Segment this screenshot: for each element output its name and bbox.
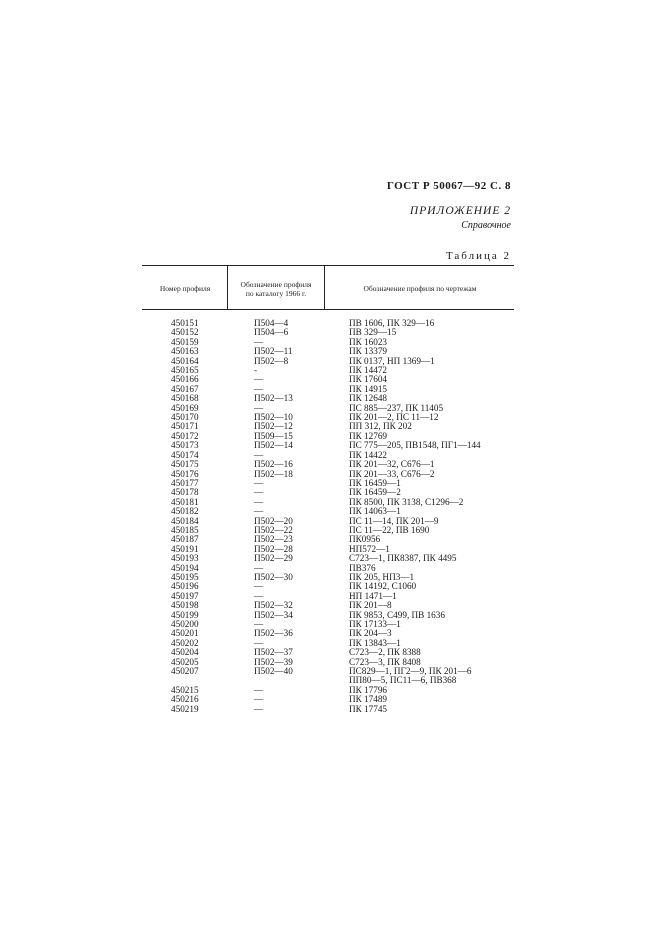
- catalog-designation: П502—8: [254, 355, 289, 366]
- table-row: [0, 545, 661, 554]
- table-row: [0, 658, 661, 667]
- column-header-drawings: Обозначение профиля по чертежам: [363, 284, 477, 293]
- drawing-designation: ПС 11—14, ПК 201—9: [349, 515, 439, 526]
- catalog-designation: —: [254, 336, 264, 347]
- drawing-designation: ПС 775—205, ПВ1548, ПГ1—144: [349, 440, 481, 451]
- catalog-designation: П502—12: [254, 421, 293, 432]
- profile-number: 450168: [171, 393, 199, 404]
- table-row: [0, 432, 661, 441]
- drawing-designation: ПВ376: [349, 562, 376, 573]
- catalog-designation: П502—28: [254, 543, 293, 554]
- profile-number: 450202: [171, 637, 199, 648]
- drawing-designation: ПК 201—2, ПС 11—12: [349, 412, 439, 423]
- drawing-designation: ПС 885—237, ПК 11405: [349, 402, 444, 413]
- profile-number: 450159: [171, 336, 199, 347]
- profile-number: 450194: [171, 562, 199, 573]
- table-row: [0, 507, 661, 516]
- drawing-designation: ПК 16459—1: [349, 477, 401, 488]
- profile-number: 450184: [171, 515, 199, 526]
- profile-number: 450191: [171, 543, 199, 554]
- drawing-designation: ПС 11—22, ПВ 1690: [349, 524, 430, 535]
- table-row: [0, 488, 661, 497]
- drawing-designation: ПВ 1606, ПК 329—16: [349, 318, 435, 328]
- profile-number: 450166: [171, 374, 199, 385]
- table-row: [0, 648, 661, 657]
- catalog-designation: —: [254, 684, 264, 695]
- catalog-designation: П502—10: [254, 412, 293, 423]
- catalog-designation: П502—16: [254, 459, 293, 470]
- table-row: [0, 338, 661, 347]
- drawing-designation: ПС829—1, ПГ2—9, ПК 201—6: [349, 666, 472, 677]
- column-header-catalog-line2: по каталогу 1966 г.: [245, 289, 307, 298]
- drawing-designation: ПВ 329—15: [349, 327, 397, 338]
- column-header-catalog-line1: Обозначение профиля: [240, 280, 312, 289]
- drawing-designation: С723—2, ПК 8388: [349, 647, 421, 658]
- table-label: Таблица 2: [445, 250, 511, 262]
- profile-number: 450169: [171, 402, 199, 413]
- table-row: [0, 705, 661, 714]
- table-row: [0, 470, 661, 479]
- profile-number: 450219: [171, 703, 199, 714]
- profile-number: 450170: [171, 412, 199, 423]
- catalog-designation: П502—29: [254, 553, 293, 564]
- table-row: [0, 620, 661, 629]
- table-row: [0, 695, 661, 704]
- profile-number: 450187: [171, 534, 199, 545]
- profile-number: 450177: [171, 477, 199, 488]
- table-row: [0, 385, 661, 394]
- profile-number: 450198: [171, 600, 199, 611]
- catalog-designation: —: [254, 703, 264, 714]
- drawing-designation: С723—3, ПК 8408: [349, 656, 421, 667]
- drawing-designation: ПК 16459—2: [349, 487, 401, 498]
- table-row: [0, 375, 661, 384]
- profile-number: 450164: [171, 355, 199, 366]
- profile-number: 450204: [171, 647, 199, 658]
- catalog-designation: П502—39: [254, 656, 293, 667]
- profile-number: 450195: [171, 571, 199, 582]
- table-row: [0, 394, 661, 403]
- catalog-designation: —: [254, 637, 264, 648]
- profile-number: 450167: [171, 383, 199, 394]
- drawing-designation: ПК 201—8: [349, 600, 392, 611]
- drawing-designation: НП 1471—1: [349, 590, 397, 601]
- table-body: [0, 319, 661, 714]
- catalog-designation: П509—15: [254, 430, 293, 441]
- drawing-designation: ПК 14063—1: [349, 506, 401, 517]
- catalog-designation: П502—22: [254, 524, 293, 535]
- drawing-designation: ПК 14422: [349, 449, 388, 460]
- table-row: [0, 554, 661, 563]
- drawing-designation: ПП 312, ПК 202: [349, 421, 412, 432]
- catalog-designation: —: [254, 487, 264, 498]
- catalog-designation: —: [254, 383, 264, 394]
- drawing-designation: ПК 13379: [349, 346, 388, 357]
- table-row: [0, 328, 661, 337]
- column-divider-2: [324, 266, 325, 309]
- drawing-designation: ПК 17604: [349, 374, 388, 385]
- table-row: [0, 535, 661, 544]
- profile-number: 450176: [171, 468, 199, 479]
- drawing-designation: ПК 205, НП3—1: [349, 571, 415, 582]
- catalog-designation: —: [254, 590, 264, 601]
- table-row: [0, 498, 661, 507]
- drawing-designation: С723—1, ПК8387, ПК 4495: [349, 553, 457, 564]
- drawing-designation: ПК 8500, ПК 3138, С1296—2: [349, 496, 464, 507]
- profile-number: 450216: [171, 694, 199, 705]
- profile-number: 450182: [171, 506, 199, 517]
- table-row: [0, 479, 661, 488]
- appendix-reference: Справочное: [461, 220, 511, 231]
- catalog-designation: П502—34: [254, 609, 293, 620]
- catalog-designation: П504—4: [254, 318, 289, 328]
- drawing-designation: ПК 0137, НП 1369—1: [349, 355, 435, 366]
- appendix-title: ПРИЛОЖЕНИЕ 2: [409, 205, 511, 217]
- catalog-designation: -: [254, 365, 258, 376]
- profile-number: 450172: [171, 430, 199, 441]
- drawing-designation: ПП80—5, ПС11—6, ПВ368: [349, 675, 457, 686]
- catalog-designation: П502—14: [254, 440, 293, 451]
- profile-number: 450193: [171, 553, 199, 564]
- catalog-designation: —: [254, 477, 264, 488]
- profile-number: 450201: [171, 628, 199, 639]
- catalog-designation: —: [254, 496, 264, 507]
- drawing-designation: ПК 201—33, С676—2: [349, 468, 435, 479]
- table-row: [0, 629, 661, 638]
- drawing-designation: ПК 17745: [349, 703, 388, 714]
- drawing-designation: НП572—1: [349, 543, 390, 554]
- profile-number: 450197: [171, 590, 199, 601]
- standard-header: ГОСТ Р 50067—92 С. 8: [386, 180, 511, 192]
- table-row: [0, 667, 661, 676]
- profile-number: 450151: [171, 318, 199, 328]
- drawing-designation: ПК 204—3: [349, 628, 392, 639]
- table-row: [0, 573, 661, 582]
- table-row: [0, 422, 661, 431]
- profile-number: 450163: [171, 346, 199, 357]
- drawing-designation: ПК 12769: [349, 430, 388, 441]
- catalog-designation: П502—32: [254, 600, 293, 611]
- catalog-designation: —: [254, 581, 264, 592]
- profile-number: 450178: [171, 487, 199, 498]
- profile-number: 450174: [171, 449, 199, 460]
- table-row: [0, 451, 661, 460]
- catalog-designation: П504—6: [254, 327, 289, 338]
- catalog-designation: —: [254, 402, 264, 413]
- catalog-designation: —: [254, 619, 264, 629]
- catalog-designation: П502—18: [254, 468, 293, 479]
- table-row: [0, 526, 661, 535]
- profile-number: 450165: [171, 365, 199, 376]
- catalog-designation: —: [254, 562, 264, 573]
- drawing-designation: ПК 14915: [349, 383, 388, 394]
- table-row: [0, 582, 661, 591]
- table-row: [0, 413, 661, 422]
- drawing-designation: ПК 12648: [349, 393, 388, 404]
- profile-number: 450196: [171, 581, 199, 592]
- table-row: [0, 404, 661, 413]
- profile-number: 450200: [171, 619, 199, 629]
- table-row: [0, 357, 661, 366]
- profile-number: 450215: [171, 684, 199, 695]
- drawing-designation: ПК 13843—1: [349, 637, 401, 648]
- table-top-rule: [142, 265, 514, 266]
- profile-number: 450199: [171, 609, 199, 620]
- table-row: [0, 460, 661, 469]
- catalog-designation: —: [254, 694, 264, 705]
- catalog-designation: —: [254, 449, 264, 460]
- drawing-designation: ПК 17133—1: [349, 619, 401, 629]
- table-row: [0, 676, 661, 685]
- table-header-rule: [142, 309, 514, 310]
- table-row: [0, 564, 661, 573]
- table-row: [0, 517, 661, 526]
- catalog-designation: П502—13: [254, 393, 293, 404]
- drawing-designation: ПК 16023: [349, 336, 388, 347]
- profile-number: 450181: [171, 496, 199, 507]
- table-row: [0, 601, 661, 610]
- profile-number: 450207: [171, 666, 199, 677]
- drawing-designation: ПК 17489: [349, 694, 388, 705]
- table-row: [0, 319, 661, 328]
- profile-number: 450185: [171, 524, 199, 535]
- catalog-designation: П502—37: [254, 647, 293, 658]
- drawing-designation: ПК 14192, С1060: [349, 581, 417, 592]
- catalog-designation: —: [254, 506, 264, 517]
- catalog-designation: П502—36: [254, 628, 293, 639]
- drawing-designation: ПК 9853, С499, ПВ 1636: [349, 609, 445, 620]
- column-header-catalog: [229, 280, 323, 298]
- catalog-designation: П502—11: [254, 346, 293, 357]
- profile-number: 450171: [171, 421, 199, 432]
- drawing-designation: ПК0956: [349, 534, 381, 545]
- table-row: [0, 639, 661, 648]
- profile-number: 450173: [171, 440, 199, 451]
- catalog-designation: П502—23: [254, 534, 293, 545]
- table-row: [0, 686, 661, 695]
- catalog-designation: —: [254, 374, 264, 385]
- table-row: [0, 347, 661, 356]
- profile-number: 450152: [171, 327, 199, 338]
- profile-number: 450175: [171, 459, 199, 470]
- column-header-number: Номер профиля: [159, 284, 211, 293]
- table-row: [0, 611, 661, 620]
- drawing-designation: ПК 14472: [349, 365, 388, 376]
- profile-number: 450205: [171, 656, 199, 667]
- catalog-designation: П502—40: [254, 666, 293, 677]
- table-row: [0, 441, 661, 450]
- drawing-designation: ПК 17796: [349, 684, 388, 695]
- catalog-designation: П502—20: [254, 515, 293, 526]
- table-row: [0, 366, 661, 375]
- drawing-designation: ПК 201—32, С676—1: [349, 459, 435, 470]
- table-row: [0, 592, 661, 601]
- column-divider-1: [227, 266, 228, 309]
- catalog-designation: П502—30: [254, 571, 293, 582]
